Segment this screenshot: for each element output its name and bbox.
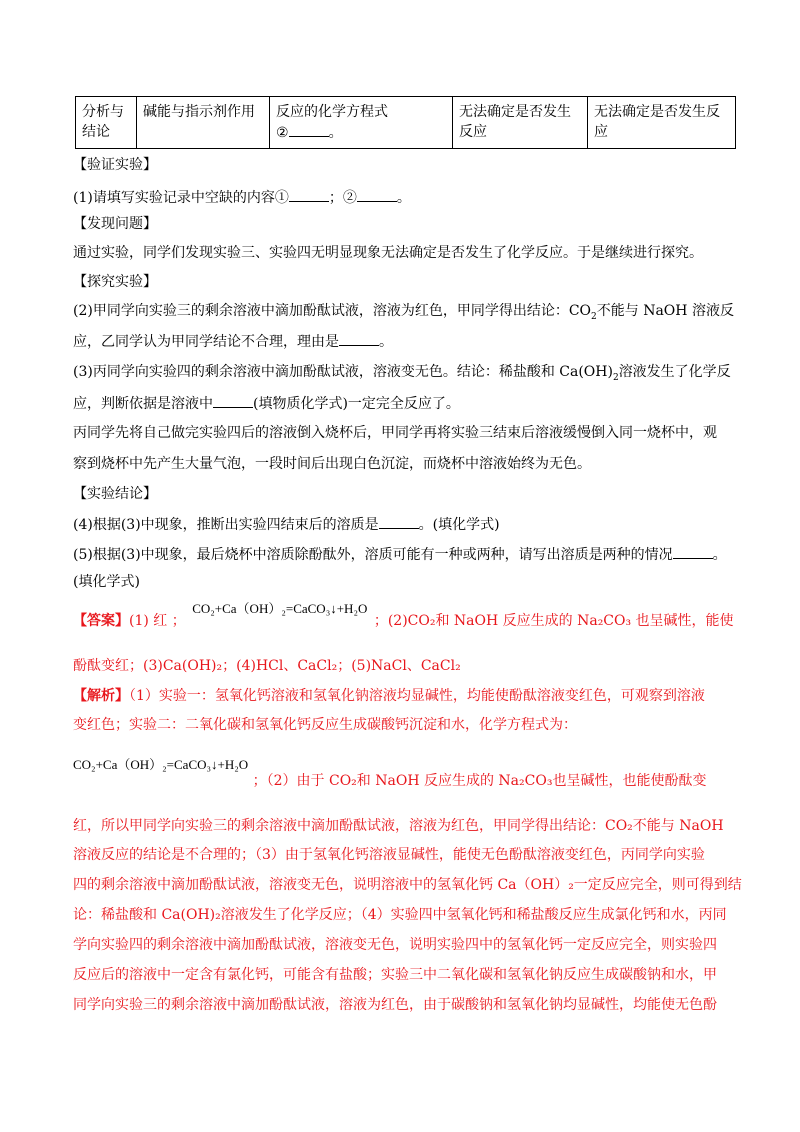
cell-text: 无法确定是否发生反应 (594, 104, 720, 140)
text: (4)根据(3)中现象，推断出实验四结束后的溶质是 (73, 517, 379, 533)
explanation-label: 【解析】 (73, 688, 129, 704)
section-heading: 【验证实验】 (73, 157, 157, 173)
text: ；（2）由于 CO₂和 NaOH 反应生成的 Na₂CO₃也呈碱性，也能使酚酞变 (252, 773, 707, 789)
blank-line (289, 122, 329, 137)
question-4 (73, 514, 500, 534)
table-cell (270, 97, 453, 149)
text: 应，乙同学认为甲同学结论不合理，理由是 (73, 334, 339, 350)
section-heading: 【发现问题】 (73, 216, 157, 232)
table-cell (588, 97, 736, 149)
paragraph: 察到烧杯中先产生大量气泡，一段时间后出现白色沉淀，而烧杯中溶液始终为无色。 (73, 456, 591, 472)
blank-line (339, 331, 379, 346)
explanation-line-10: 同学向实验三的剩余溶液中滴加酚酞试液，溶液为红色，由于碳酸钠和氢氧化钠均显碱性，均能使无色酚 (73, 997, 717, 1013)
explanation-line-2: 变红色；实验二：二氧化碳和氢氧化钙反应生成碳酸钙沉淀和水，化学方程式为： (73, 717, 577, 733)
answer-line-1 (73, 601, 734, 630)
question-1 (73, 187, 411, 207)
text: (3)丙同学向实验四的剩余溶液中滴加酚酞试液，溶液变无色。结论：稀盐酸和 Ca(OH) (73, 364, 613, 380)
text: 。 (379, 334, 393, 350)
blank-line (357, 187, 397, 202)
text: 应，判断依据是溶液中 (73, 396, 213, 412)
text: (1) 红 ； (129, 613, 186, 629)
text: ；② (328, 190, 357, 206)
text: (1)请填写实验记录中空缺的内容① (73, 190, 289, 206)
chemical-equation: CO₂+Ca（OH）₂=CaCO₃↓+H₂O (73, 757, 249, 772)
cell-text: 碱能与指示剂作用 (143, 104, 255, 120)
cell-text: 无法确定是否发生反应 (459, 104, 571, 140)
cell-text: 反应的化学方程式 (276, 104, 388, 120)
explanation-line-9: 反应后的溶液中一定含有氯化钙，可能含有盐酸；实验三中二氧化碳和氢氧化钠反应生成碳酸钠和水，甲 (73, 967, 717, 983)
explanation-line-5: 溶液反应的结论是不合理的；（3）由于氢氧化钙溶液显碱性，能使无色酚酞溶液变红色，丙同学向实验 (73, 847, 705, 863)
blank-line (673, 544, 713, 559)
explanation-line-4: 红，所以甲同学向实验三的剩余溶液中滴加酚酞试液，溶液为红色，甲同学得出结论：CO₂不能与 NaOH (73, 818, 724, 834)
text: 。 (712, 547, 727, 563)
text: 溶液发生了化学反 (618, 364, 731, 380)
explanation-line-8: 学向实验四的剩余溶液中滴加酚酞试液，溶液变无色，说明实验四中的氢氧化钙一定反应完全，则实验四 (73, 937, 717, 953)
question-3-line-2 (73, 393, 460, 413)
text: (填物质化学式)一定完全反应了。 (253, 396, 460, 412)
text: (5)根据(3)中现象，最后烧杯中溶质除酚酞外，溶质可能有一种或两种，请写出溶质是两种的情况 (73, 547, 673, 563)
text: 不能与 NaOH 溶液反 (596, 303, 734, 319)
question-2-line-2 (73, 331, 393, 351)
question-2-line-1 (73, 302, 734, 320)
question-5-note: (填化学式) (73, 574, 140, 590)
text: 。(填化学式) (418, 517, 500, 533)
table-row (76, 97, 736, 149)
explanation-line-3 (73, 757, 707, 789)
text: 。 (396, 190, 411, 206)
section-heading: 【实验结论】 (73, 486, 157, 502)
explanation-line-7: 论：稀盐酸和 Ca(OH)₂溶液发生了化学反应；（4）实验四中氢氧化钙和稀盐酸反应生成氯化钙和水，丙同 (73, 907, 727, 923)
table-cell (76, 97, 137, 149)
blank-line (379, 514, 419, 529)
section-heading: 【探究实验】 (73, 274, 157, 290)
subscript: 2 (612, 372, 619, 383)
cell-text: 。 (328, 125, 343, 141)
blank-line (289, 187, 329, 202)
experiment-table (75, 96, 736, 149)
answer-label: 【答案】 (73, 613, 129, 629)
explanation-line-1 (73, 687, 705, 705)
question-5 (73, 544, 727, 564)
subscript: 2 (591, 311, 597, 322)
question-3-line-1 (73, 363, 731, 381)
cell-text: 分析与结论 (82, 104, 124, 140)
cell-text: ② (276, 125, 289, 141)
text: （1）实验一：氢氧化钙溶液和氢氧化钠溶液均显碱性，均能使酚酞溶液变红色，可观察到溶液 (129, 688, 705, 704)
chemical-equation: CO₂+Ca（OH）₂=CaCO₃↓+H₂O (192, 601, 368, 616)
answer-line-2: 酚酞变红；(3)Ca(OH)₂；(4)HCl、CaCl₂；(5)NaCl、CaCl₂ (73, 658, 461, 674)
explanation-line-6: 四的剩余溶液中滴加酚酞试液，溶液变无色，说明溶液中的氢氧化钙 Ca（OH）₂一定反应完全，则可得到结 (73, 877, 742, 893)
table-cell (137, 97, 270, 149)
table-cell (453, 97, 588, 149)
text: ；(2)CO₂和 NaOH 反应生成的 Na₂CO₃ 也呈碱性，能使 (373, 613, 734, 629)
paragraph: 通过实验，同学们发现实验三、实验四无明显现象无法确定是否发生了化学反应。于是继续进行探究。 (73, 245, 703, 261)
text: (2)甲同学向实验三的剩余溶液中滴加酚酞试液，溶液为红色，甲同学得出结论：CO (73, 303, 592, 319)
blank-line (213, 393, 253, 408)
paragraph: 丙同学先将自己做完实验四后的溶液倒入烧杯后，甲同学再将实验三结束后溶液缓慢倒入同一烧杯中，观 (73, 425, 717, 441)
